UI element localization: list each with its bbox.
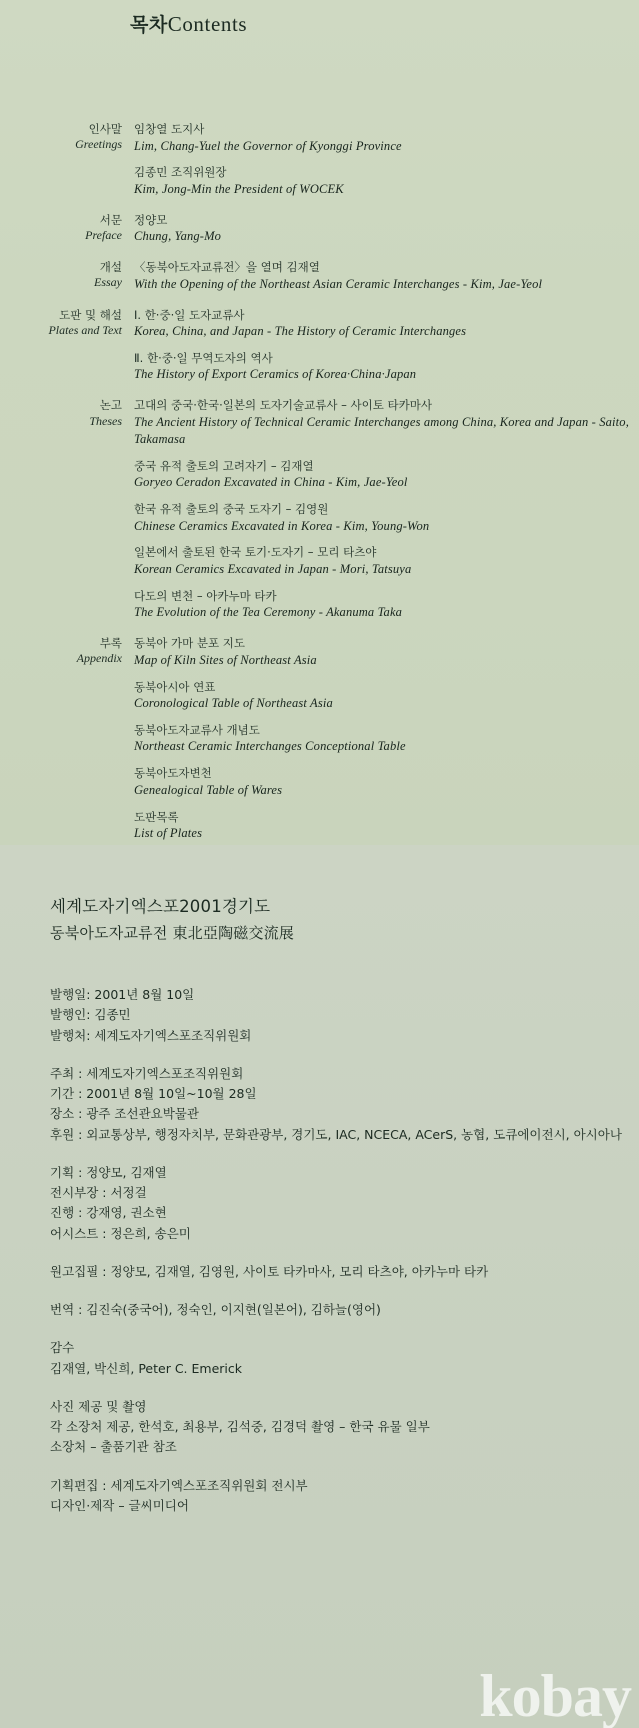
toc-entry-english: Genealogical Table of Wares — [134, 782, 283, 797]
page-title — [130, 10, 247, 37]
toc-entry-korean: 도판목록 — [134, 809, 179, 824]
toc-label-korean: 부록 — [99, 636, 122, 651]
toc-section-essay — [0, 260, 639, 292]
colophon-line: 전시부장 : 서정걸 — [50, 1185, 147, 1200]
colophon-line: 어시스트 : 정은희, 송은미 — [50, 1225, 191, 1241]
colophon-page — [0, 845, 639, 1728]
colophon-line: 후원 : 외교통상부, 행정자치부, 문화관광부, 경기도, IAC, NCECA, ACerS, 농협, 도큐에이전시, 아시아나 — [50, 1126, 622, 1142]
toc-entry-english: Map of Kiln Sites of Northeast Asia — [134, 652, 317, 667]
colophon-block-editing — [50, 1476, 639, 1517]
toc-entry-list — [132, 636, 639, 842]
toc-section-label — [0, 308, 132, 339]
toc-entry-korean: 다도의 변천 – 아카누마 타카 — [134, 588, 277, 603]
toc-entry-english: Lim, Chang-Yuel the Governor of Kyonggi Province — [134, 138, 402, 153]
colophon-line: 발행일: 2001년 8월 10일 — [50, 987, 195, 1002]
toc-entry-english: Korea, China, and Japan - The History of Ceramic Interchanges — [134, 324, 467, 339]
toc-entry — [134, 308, 639, 340]
colophon-body — [50, 985, 639, 1534]
toc-section-label — [0, 398, 132, 429]
toc-entry — [134, 723, 639, 755]
toc-entry — [134, 165, 639, 197]
toc-entry-list — [132, 308, 639, 384]
toc-entry-english: The Evolution of the Tea Ceremony - Akanuma Taka — [134, 605, 403, 620]
toc-section-label — [0, 213, 132, 244]
colophon-line: 디자인·제작 – 글씨미디어 — [50, 1497, 189, 1513]
toc-entry-english: The History of Export Ceramics of Korea·China·Japan — [134, 367, 417, 382]
toc-entry-korean: 중국 유적 출토의 고려자기 – 김재열 — [134, 458, 314, 473]
colophon-line: 번역 : 김진숙(중국어), 정숙인, 이지현(일본어), 김하늘(영어) — [50, 1302, 381, 1317]
colophon-block-staff — [50, 1163, 639, 1244]
colophon-line: 기획편집 : 세계도자기엑스포조직위원회 전시부 — [50, 1477, 308, 1493]
toc-entry — [134, 260, 639, 292]
table-of-contents — [0, 122, 639, 857]
toc-entry — [134, 636, 639, 668]
colophon-line: 감수 — [50, 1340, 75, 1356]
toc-label-english: Preface — [85, 227, 122, 242]
colophon-line: 발행처: 세계도자기엑스포조직위원회 — [50, 1027, 252, 1043]
colophon-line: 김재열, 박신희, Peter C. Emerick — [50, 1360, 242, 1376]
toc-entry — [134, 213, 639, 245]
colophon-line: 진행 : 강재영, 권소현 — [50, 1205, 167, 1221]
colophon-line: 원고집필 : 정양모, 김재열, 김영원, 사이토 타카마사, 모리 타츠야, 아카누마 타카 — [50, 1263, 489, 1279]
colophon-subtitle: 동북아도자교류전 東北亞陶磁交流展 — [50, 924, 295, 942]
toc-label-korean: 도판 및 해설 — [59, 307, 122, 322]
toc-section-plates-and-text — [0, 308, 639, 384]
toc-entry — [134, 589, 639, 621]
toc-section-label — [0, 636, 132, 667]
toc-entry-korean: 임창열 도지사 — [134, 122, 205, 136]
toc-entry-korean: 동북아도자변천 — [134, 766, 212, 781]
colophon-block-supervision — [50, 1338, 639, 1379]
toc-entry-english: Northeast Ceramic Interchanges Conceptional Table — [134, 739, 406, 754]
toc-entry-list — [132, 260, 639, 292]
toc-entry — [134, 810, 639, 842]
colophon-block-publication — [50, 985, 639, 1046]
colophon-block-translation — [50, 1300, 639, 1320]
toc-entry-english: Chinese Ceramics Excavated in Korea - Kim, Young-Won — [134, 518, 430, 533]
toc-entry — [134, 459, 639, 491]
toc-entry-korean: Ⅰ. 한·중·일 도자교류사 — [134, 307, 245, 322]
colophon-title: 세계도자기엑스포2001경기도 — [50, 897, 271, 916]
toc-entry-korean: 정양모 — [134, 212, 168, 227]
toc-entry-english: The Ancient History of Technical Ceramic Interchanges among China, Korea and Japan - Saito, Takamasa — [134, 414, 629, 446]
toc-entry-korean: 동북아시아 연표 — [134, 679, 216, 694]
toc-entry — [134, 122, 639, 154]
colophon-line: 소장처 – 출품기관 참조 — [50, 1439, 177, 1455]
toc-section-greetings — [0, 122, 639, 198]
toc-label-korean: 서문 — [99, 212, 122, 227]
toc-entry-english: Goryeo Ceradon Excavated in China - Kim, Jae-Yeol — [134, 475, 408, 490]
colophon-block-exhibition — [50, 1064, 639, 1145]
toc-entry-list — [132, 398, 639, 621]
toc-label-english: Appendix — [76, 651, 122, 666]
toc-label-korean: 개설 — [99, 260, 122, 275]
toc-entry-english: Korean Ceramics Excavated in Japan - Mori, Tatsuya — [134, 561, 412, 576]
toc-entry-list — [132, 213, 639, 245]
colophon-block-authors — [50, 1262, 639, 1282]
toc-label-english: Plates and Text — [48, 322, 122, 337]
toc-label-korean: 인사말 — [88, 122, 122, 136]
colophon-line: 주최 : 세계도자기엑스포조직위원회 — [50, 1065, 244, 1081]
toc-entry-korean: 동북아도자교류사 개념도 — [134, 722, 260, 737]
colophon-block-photography — [50, 1397, 639, 1458]
toc-entry-korean: Ⅱ. 한·중·일 무역도자의 역사 — [134, 350, 273, 365]
colophon-line: 사진 제공 및 촬영 — [50, 1398, 147, 1414]
toc-label-korean: 논고 — [99, 398, 122, 413]
colophon-line: 기획 : 정양모, 김재열 — [50, 1164, 167, 1180]
colophon-line: 발행인: 김종민 — [50, 1007, 131, 1023]
toc-entry — [134, 351, 639, 383]
colophon-line: 장소 : 광주 조선관요박물관 — [50, 1106, 199, 1122]
toc-entry — [134, 398, 639, 447]
watermark: kobay — [479, 1663, 631, 1728]
toc-entry-english: With the Opening of the Northeast Asian Ceramic Interchanges - Kim, Jae-Yeol — [134, 276, 543, 291]
toc-entry-korean: 김종민 조직위원장 — [134, 165, 227, 180]
toc-entry-korean: 〈동북아도자교류전〉을 열며 김재열 — [134, 260, 320, 275]
toc-entry-english: Coronological Table of Northeast Asia — [134, 696, 333, 711]
toc-entry — [134, 680, 639, 712]
toc-entry-english: Chung, Yang-Mo — [134, 229, 222, 244]
page-title-english: Contents — [167, 12, 248, 36]
toc-label-english: Theses — [89, 413, 122, 428]
colophon-line: 각 소장처 제공, 한석호, 최용부, 김석중, 김경덕 촬영 – 한국 유물 일부 — [50, 1419, 430, 1434]
toc-section-preface — [0, 213, 639, 245]
toc-section-label — [0, 260, 132, 291]
toc-entry-korean: 고대의 중국·한국·일본의 도자기술교류사 – 사이토 타카마사 — [134, 398, 432, 413]
toc-section-label — [0, 122, 132, 153]
toc-entry-english: List of Plates — [134, 826, 203, 841]
toc-entry-korean: 한국 유적 출토의 중국 도자기 – 김영원 — [134, 502, 329, 516]
toc-entry-list — [132, 122, 639, 198]
toc-section-theses — [0, 398, 639, 621]
toc-entry-korean: 일본에서 출토된 한국 토기·도자기 – 모리 타츠야 — [134, 545, 377, 560]
page-title-korean: 목차 — [130, 14, 168, 36]
contents-page — [0, 0, 639, 845]
toc-entry-korean: 동북아 가마 분포 지도 — [134, 636, 245, 651]
toc-label-english: Essay — [94, 275, 122, 290]
colophon-line: 기간 : 2001년 8월 10일~10월 28일 — [50, 1086, 257, 1101]
toc-entry-english: Kim, Jong-Min the President of WOCEK — [134, 181, 344, 196]
colophon-heading — [50, 893, 294, 943]
toc-label-english: Greetings — [75, 137, 122, 152]
toc-entry — [134, 502, 639, 534]
toc-entry — [134, 766, 639, 798]
toc-entry — [134, 545, 639, 577]
toc-section-appendix — [0, 636, 639, 842]
